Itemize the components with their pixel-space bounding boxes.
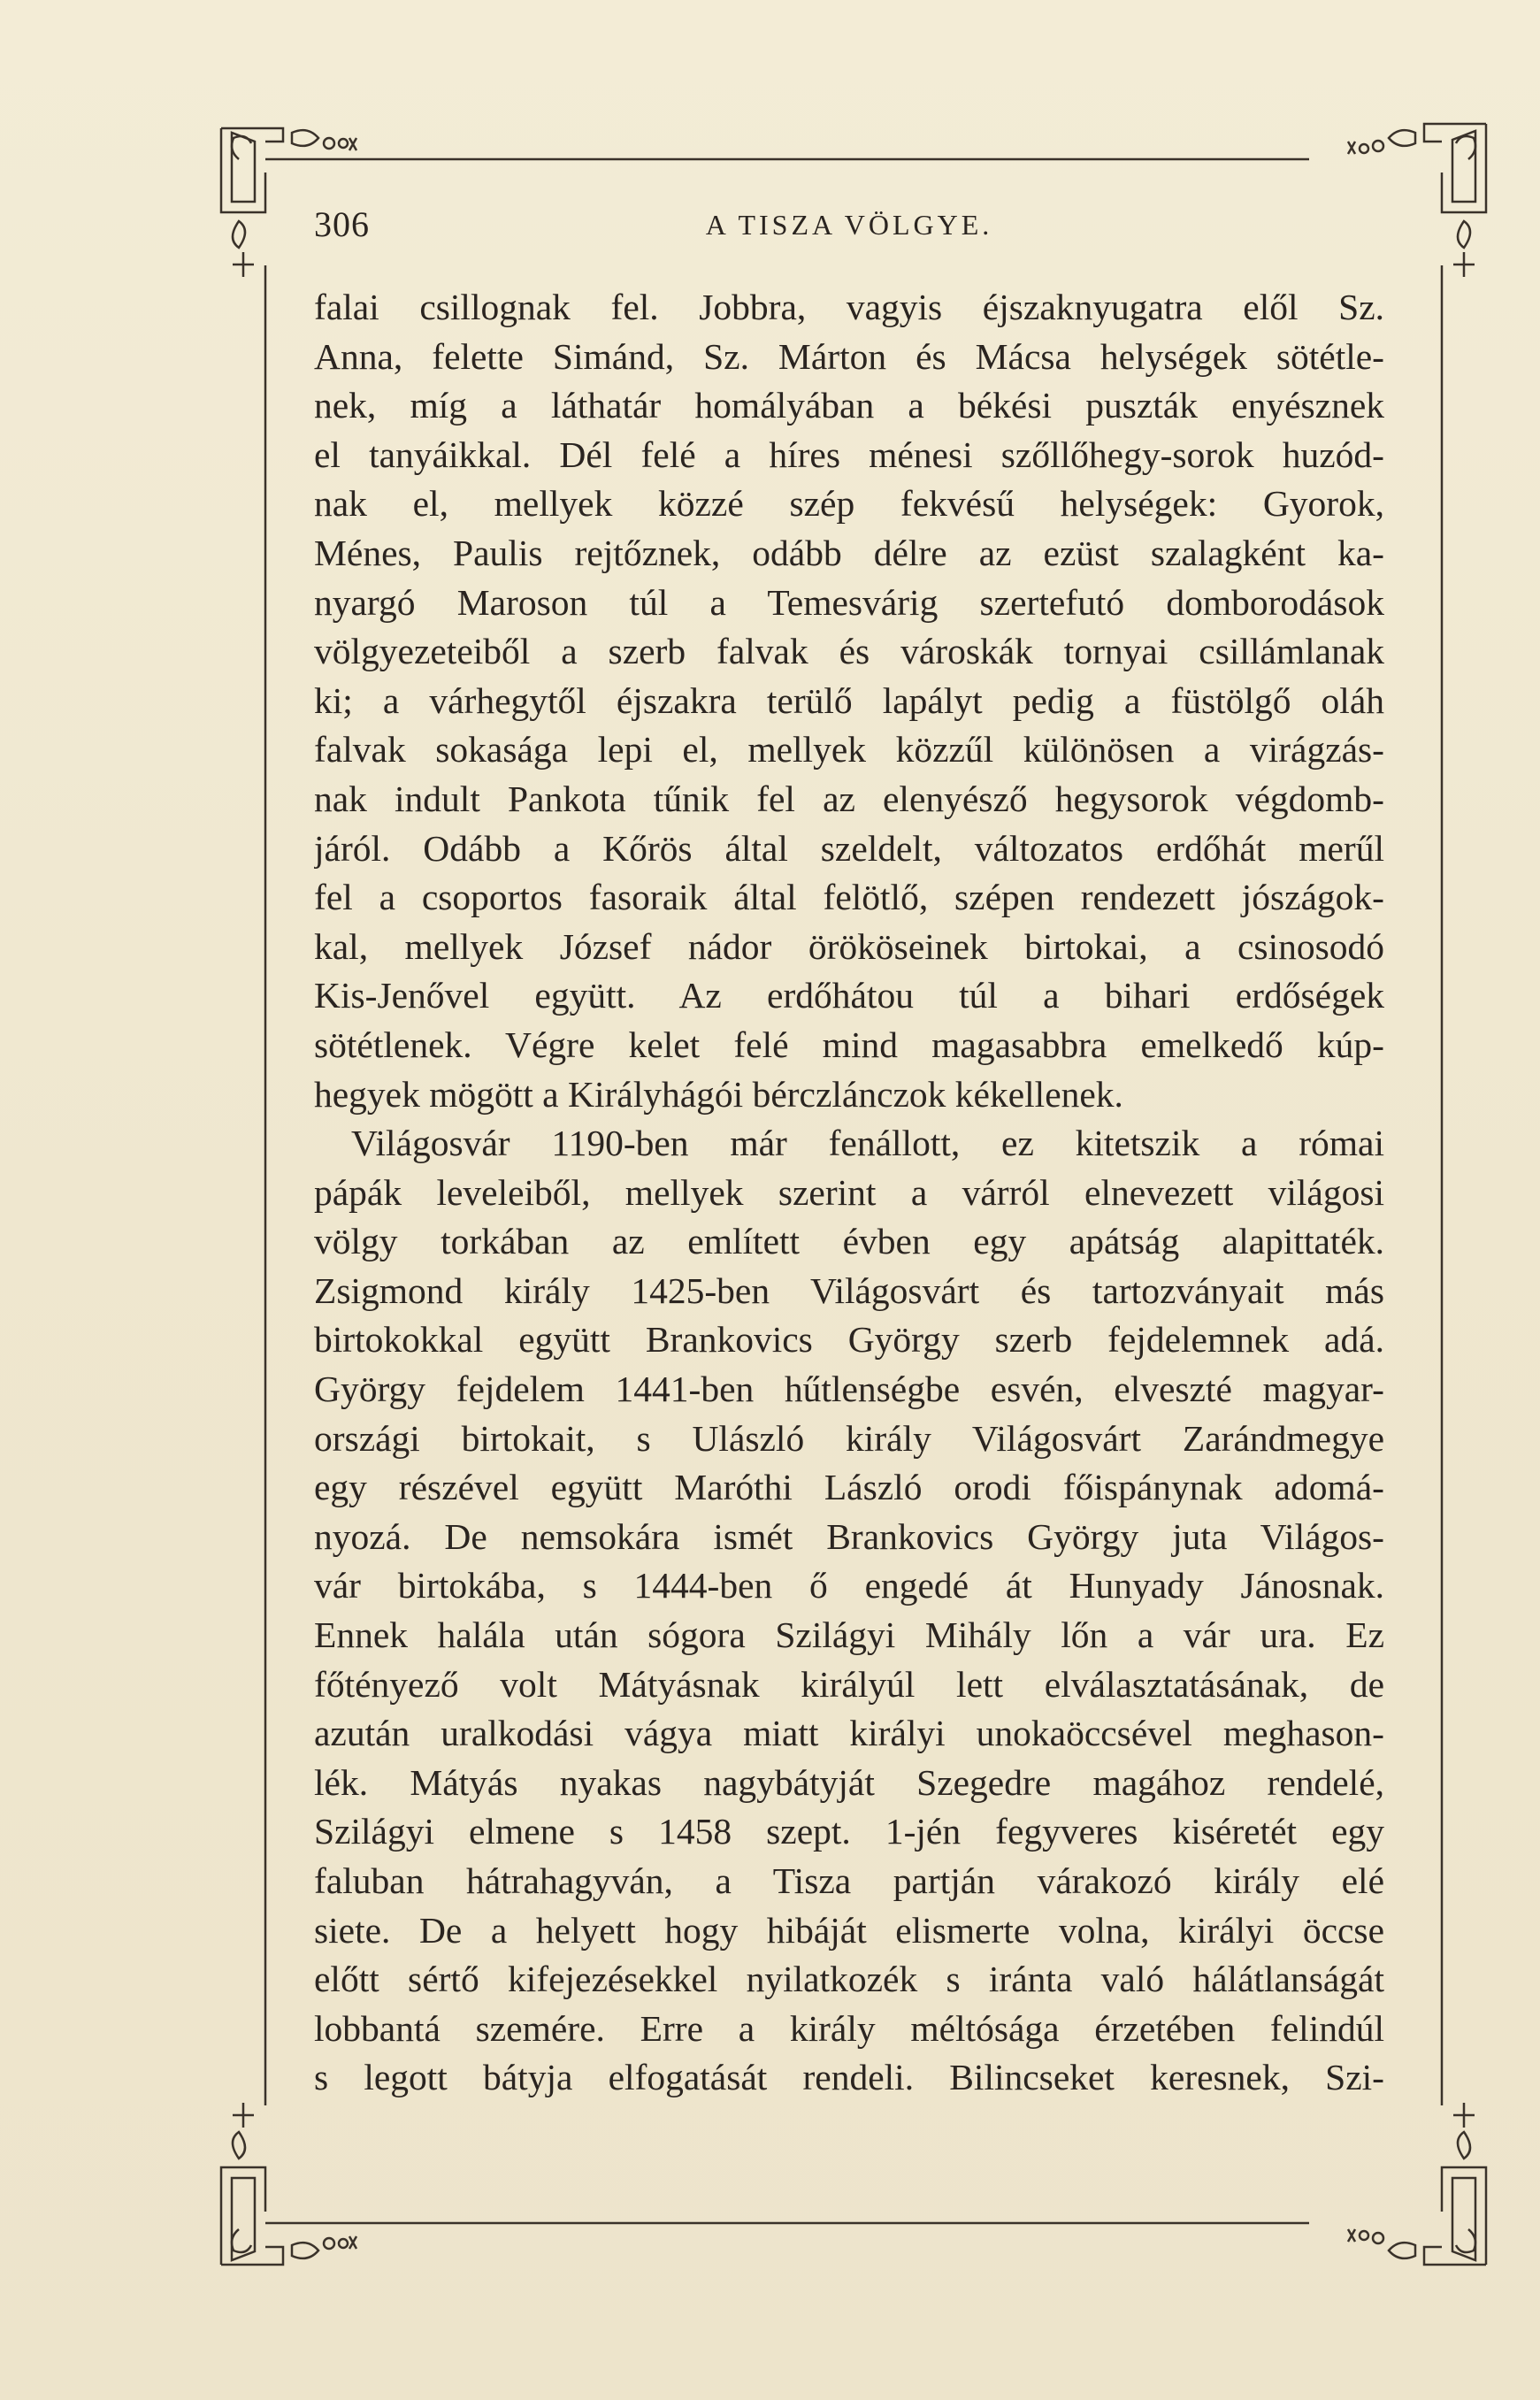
- text-line: el tanyáikkal. Dél felé a híres ménesi szőllőhegy-sorok huzód-: [314, 433, 1384, 475]
- text-line: birtokokkal együtt Brankovics György szerb fejdelemnek adá.: [314, 1319, 1384, 1361]
- text-line: lék. Mátyás nyakas nagybátyját Szegedre magához rendelé,: [314, 1761, 1384, 1803]
- text-line: Kis-Jenővel együtt. Az erdőhátou túl a bihari erdőségek: [314, 975, 1384, 1016]
- text-line: egy részével együtt Maróthi László orodi főispánynak adomá-: [314, 1467, 1384, 1508]
- body-text: [314, 283, 1384, 2103]
- text-line: előtt sértő kifejezésekkel nyilatkozék s iránta való hálátlanságát: [314, 1959, 1384, 2000]
- text-line: hegyek mögött a Királyhágói bérczlánczok kékellenek.: [314, 1073, 1123, 1115]
- text-line: völgyezeteiből a szerb falvak és városkák tornyai csillámlanak: [314, 631, 1384, 672]
- text-line: lobbantá szemére. Erre a király méltósága érzetében felindúl: [314, 2007, 1384, 2049]
- page-number: 306: [314, 204, 370, 244]
- text-line: fel a csoportos fasoraik által felötlő, szépen rendezett jószágok-: [314, 877, 1384, 918]
- text-line: nek, míg a láthatár homályában a békési puszták enyésznek: [314, 385, 1384, 426]
- running-title: A TISZA VÖLGYE.: [705, 209, 993, 241]
- page-header: [314, 203, 1384, 257]
- text-line: falai csillognak fel. Jobbra, vagyis éjszaknyugatra elől Sz.: [314, 287, 1384, 327]
- text-line: járól. Odább a Kőrös által szeldelt, változatos erdőhát merűl: [314, 827, 1384, 869]
- text-line: Szilágyi elmene s 1458 szept. 1-jén fegyveres kiséretét egy: [314, 1811, 1384, 1852]
- text-line: falvak sokasága lepi el, mellyek közzűl különösen a virágzás-: [314, 729, 1384, 771]
- text-line: siete. De a helyett hogy hibáját elismerte volna, királyi öccse: [314, 1909, 1384, 1951]
- text-line: nyozá. De nemsokára ismét Brankovics György juta Világos-: [314, 1515, 1384, 1557]
- text-line: országi birtokait, s Ulászló király Világosvárt Zarándmegye: [314, 1417, 1384, 1459]
- text-line: vár birtokába, s 1444-ben ő engedé át Hunyady Jánosnak.: [314, 1565, 1384, 1606]
- text-line: nak el, mellyek közzé szép fekvésű helységek: Gyorok,: [314, 483, 1384, 525]
- text-line: völgy torkában az említett évben egy apátság alapittaték.: [314, 1221, 1384, 1262]
- text-line: sötétlenek. Végre kelet felé mind magasabbra emelkedő kúp-: [314, 1024, 1384, 1065]
- text-line: kal, mellyek József nádor örököseinek birtokai, a csinosodó: [314, 925, 1384, 967]
- text-line: Anna, felette Simánd, Sz. Márton és Mácsa helységek sötétle-: [314, 335, 1384, 377]
- text-line: azután uralkodási vágya miatt királyi unokaöccsével meghason-: [314, 1713, 1384, 1754]
- text-line: Zsigmond király 1425-ben Világosvárt és tartozványait más: [314, 1269, 1384, 1311]
- corner-ornament-bottom-right: [1348, 2103, 1486, 2265]
- text-line: s legott bátyja elfogatását rendeli. Bilincseket keresnek, Szi-: [314, 2057, 1384, 2098]
- text-line: Ménes, Paulis rejtőznek, odább délre az ezüst szalagként ka-: [314, 532, 1384, 573]
- text-line: Világosvár 1190-ben már fenállott, ez kitetszik a római: [351, 1123, 1384, 1164]
- text-line: nak indult Pankota tűnik fel az elenyésző hegysorok végdomb-: [314, 778, 1384, 819]
- corner-ornament-bottom-left: [221, 2103, 356, 2265]
- text-line: Ennek halála után sógora Szilágyi Mihály lőn a vár ura. Ez: [314, 1614, 1384, 1656]
- text-line: nyargó Maroson túl a Temesvárig szertefutó domborodások: [314, 581, 1384, 623]
- text-line: faluban hátrahagyván, a Tisza partján várakozó király elé: [314, 1860, 1384, 1901]
- text-line: György fejdelem 1441-ben hűtlenségbe esvén, elveszté magyar-: [314, 1369, 1384, 1410]
- text-line: pápák leveleiből, mellyek szerint a várról elnevezett világosi: [314, 1171, 1384, 1213]
- text-line: főtényező volt Mátyásnak királyúl lett elválasztatásának, de: [314, 1663, 1384, 1705]
- text-line: ki; a várhegytől éjszakra terülő lapályt pedig a füstölgő oláh: [314, 679, 1384, 721]
